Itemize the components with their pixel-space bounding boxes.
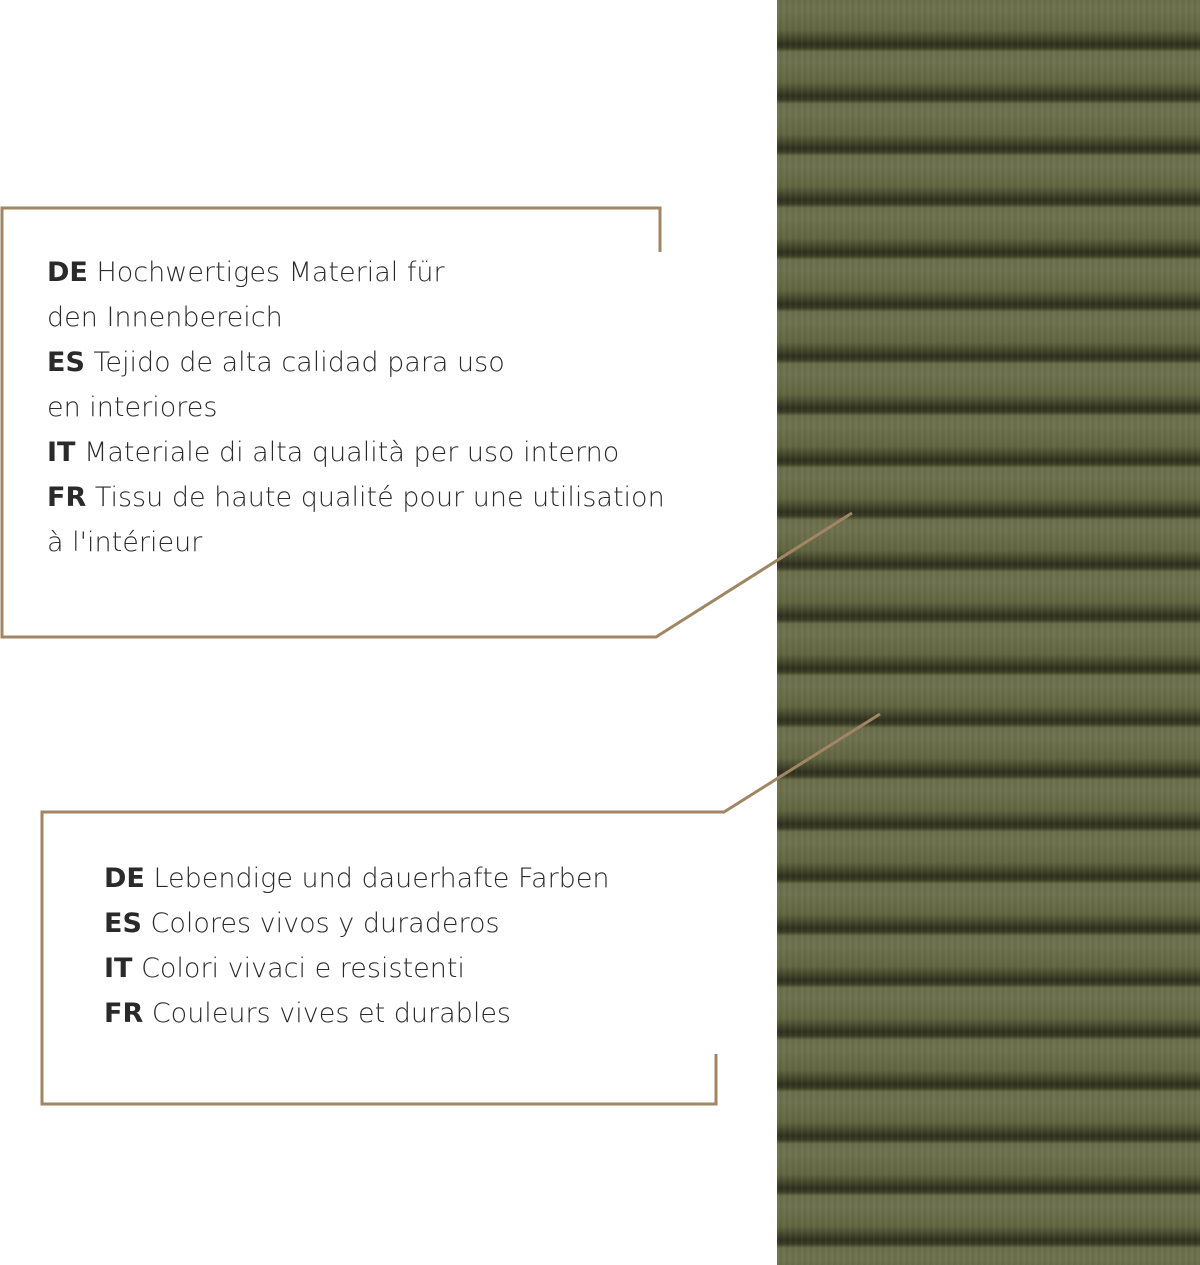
callout-1-line bbox=[47, 340, 707, 385]
line-text: Tejido de alta calidad para uso bbox=[93, 347, 505, 378]
line-text: Tissu de haute qualité pour une utilisation bbox=[94, 482, 665, 513]
callout-2-line bbox=[104, 901, 704, 946]
callout-1-line bbox=[47, 475, 707, 520]
callout-1-line bbox=[47, 295, 707, 340]
callout-2-line bbox=[104, 946, 704, 991]
callout-1-line bbox=[47, 250, 707, 295]
lang-code-it: IT bbox=[47, 437, 76, 468]
line-text: Colores vivos y duraderos bbox=[150, 908, 500, 939]
line-text: à l'intérieur bbox=[47, 527, 203, 558]
line-text: Hochwertiges Material für bbox=[96, 257, 445, 288]
lang-code-de: DE bbox=[104, 863, 145, 894]
callout-1-text bbox=[47, 250, 707, 565]
callout-1-line bbox=[47, 385, 707, 430]
line-text: Couleurs vives et durables bbox=[151, 998, 512, 1029]
callout-1-line bbox=[47, 430, 707, 475]
callout-2-line bbox=[104, 991, 704, 1036]
lang-code-de: DE bbox=[47, 257, 88, 288]
lang-code-es: ES bbox=[47, 347, 85, 378]
lang-code-es: ES bbox=[104, 908, 142, 939]
lang-code-fr: FR bbox=[47, 482, 87, 513]
line-text: den Innenbereich bbox=[47, 302, 283, 333]
line-text: Colori vivaci e resistenti bbox=[141, 953, 465, 984]
lang-code-fr: FR bbox=[104, 998, 144, 1029]
line-text: Lebendige und dauerhafte Farben bbox=[153, 863, 610, 894]
line-text: en interiores bbox=[47, 392, 218, 423]
lang-code-it: IT bbox=[104, 953, 133, 984]
callout-1-line bbox=[47, 520, 707, 565]
line-text: Materiale di alta qualità per uso interno bbox=[84, 437, 620, 468]
callout-2-text bbox=[104, 856, 704, 1036]
callout-2-line bbox=[104, 856, 704, 901]
